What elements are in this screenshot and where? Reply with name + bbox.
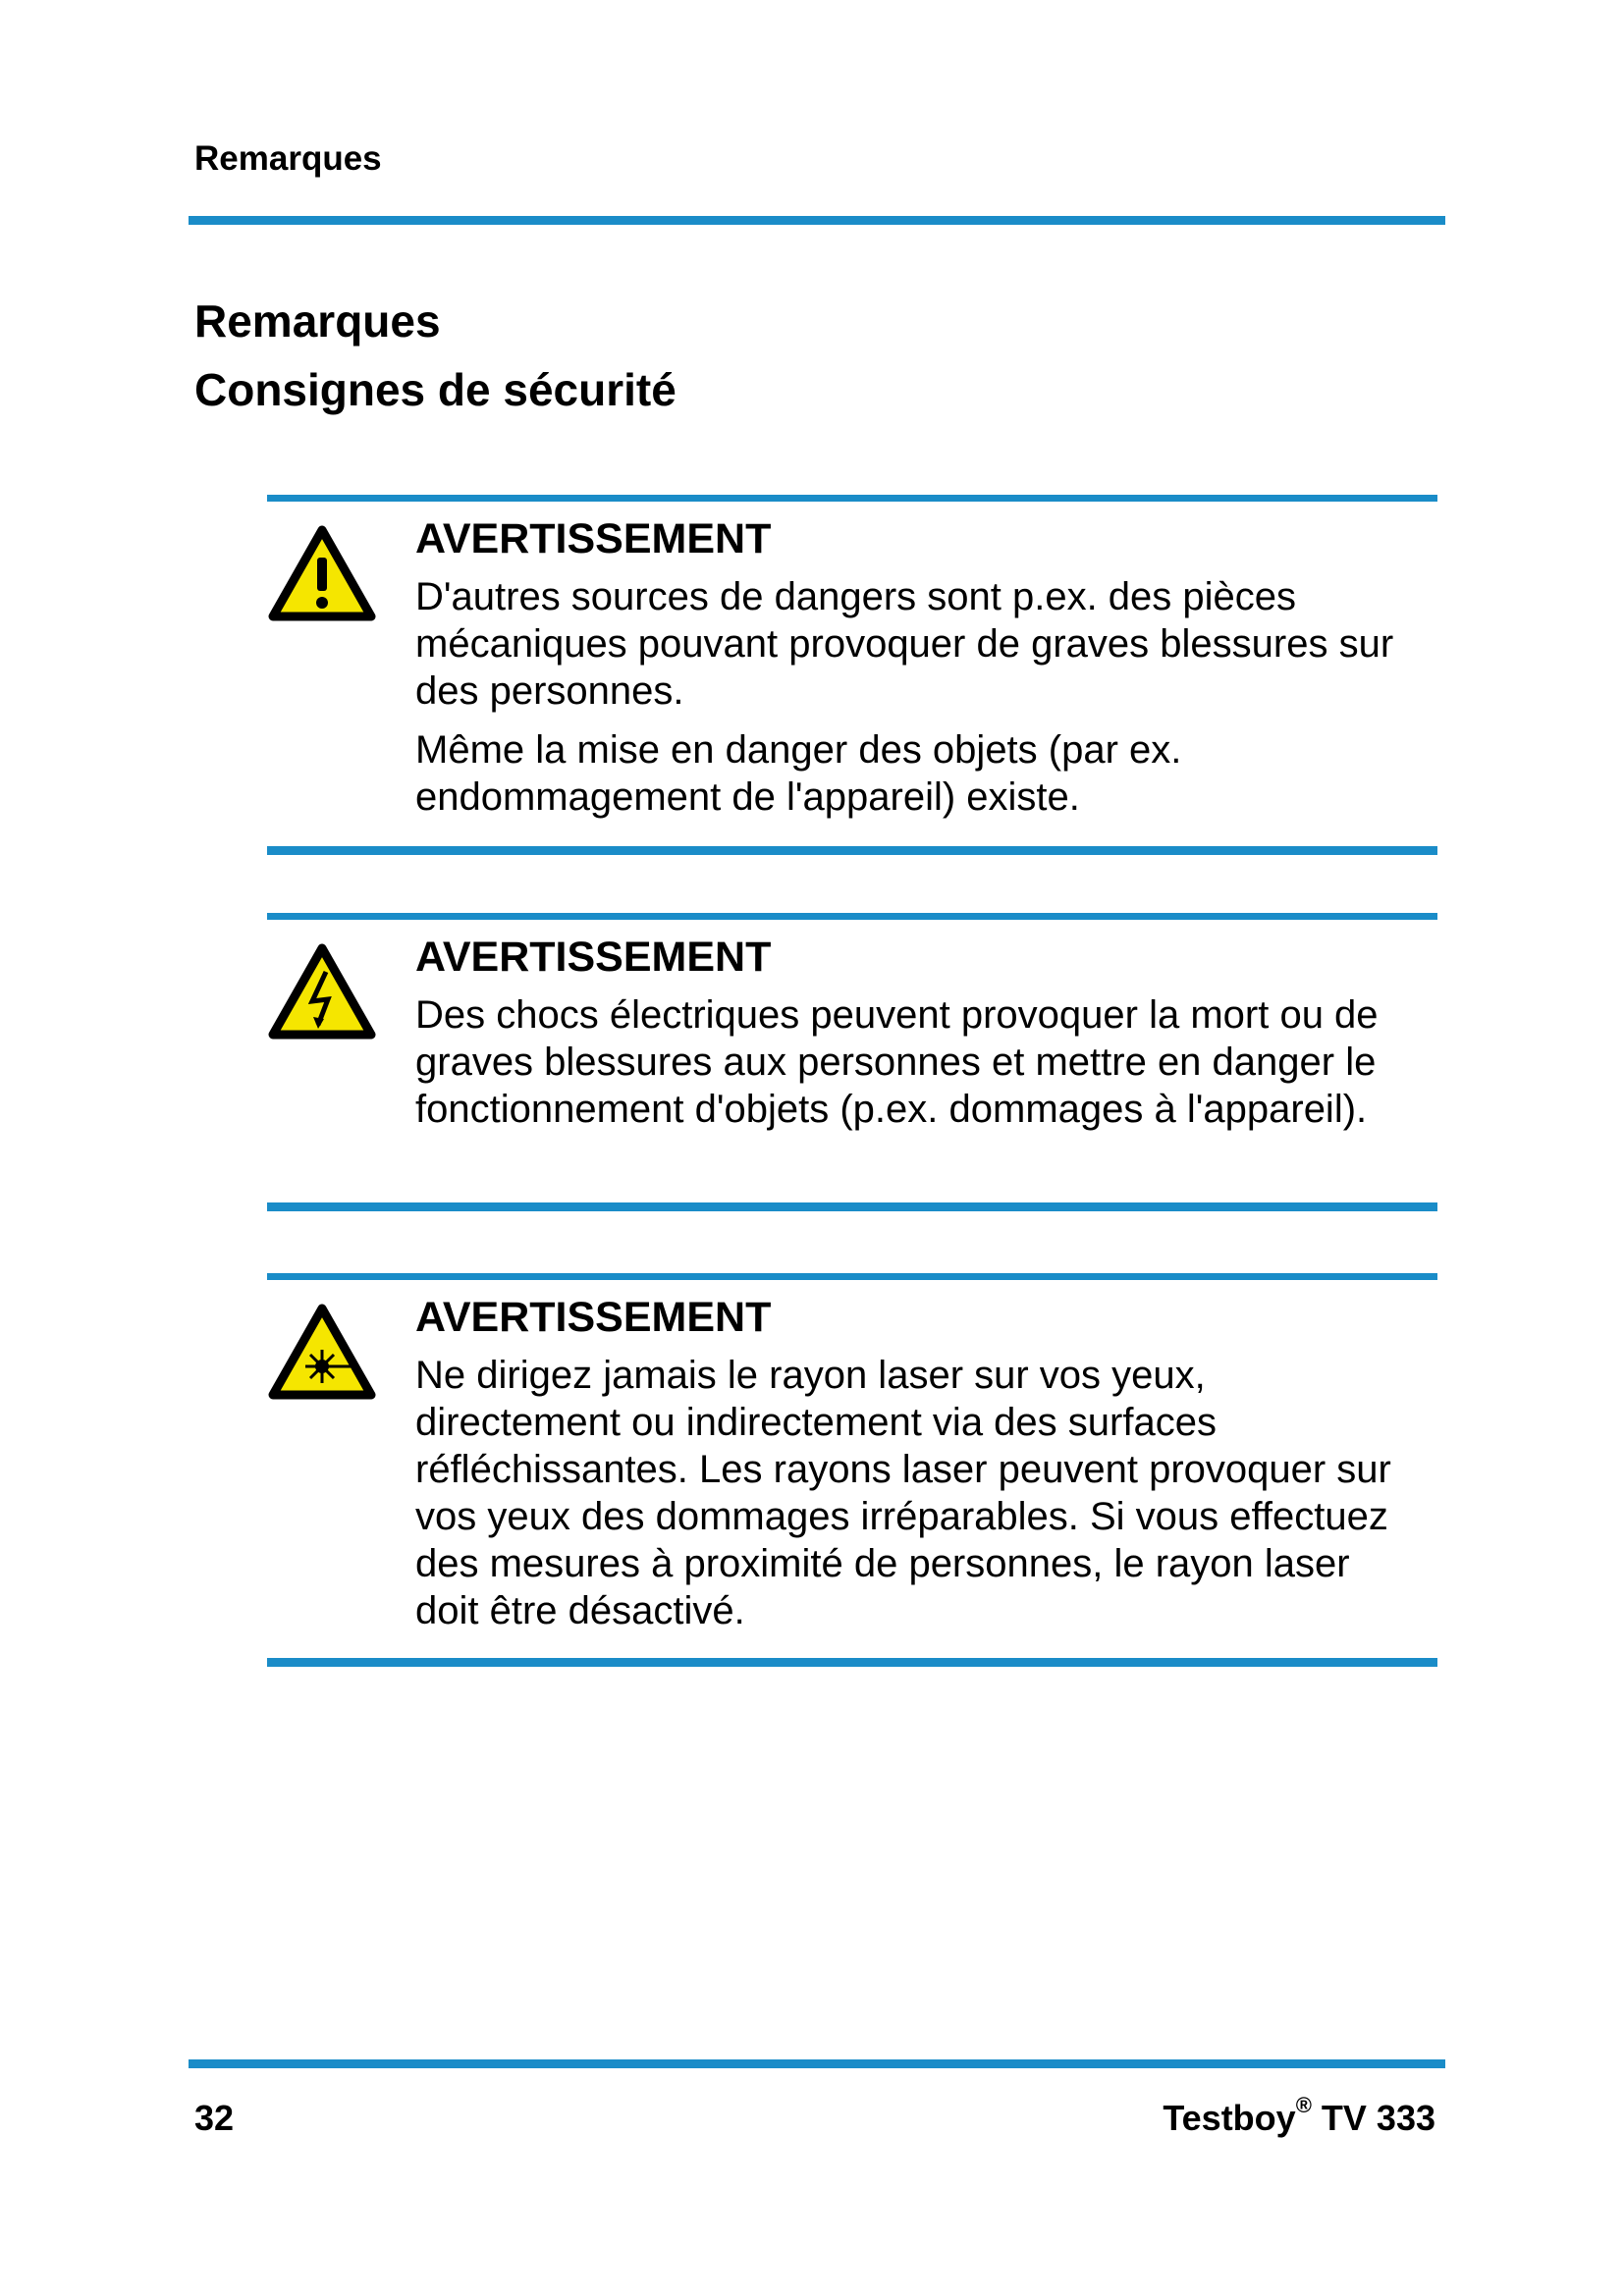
warning-bottom-rule <box>267 1658 1437 1667</box>
page-title-line-1: Remarques <box>194 295 441 347</box>
registered-mark: ® <box>1295 2093 1312 2117</box>
model-name: TV 333 <box>1321 2098 1435 2138</box>
footer-rule <box>189 2059 1445 2068</box>
warning-top-rule <box>267 1273 1437 1280</box>
warning-bottom-rule <box>267 1202 1437 1211</box>
product-name <box>1163 2093 1435 2140</box>
warning-box-mechanical <box>267 495 1437 858</box>
page-title-line-2: Consignes de sécurité <box>194 364 677 415</box>
warning-top-rule <box>267 913 1437 920</box>
warning-text: D'autres sources de dangers sont p.ex. des pièces mécaniques pouvant provoquer de graves blessures sur des personnes. <box>415 575 1394 713</box>
page-title <box>194 287 677 424</box>
running-header: Remarques <box>194 139 382 178</box>
warning-box-laser <box>267 1273 1437 1671</box>
laser-radiation-icon <box>267 1303 377 1401</box>
warning-box-electric <box>267 913 1437 1227</box>
warning-bottom-rule <box>267 846 1437 855</box>
warning-text: Ne dirigez jamais le rayon laser sur vos yeux, directement ou indirectement via des surfaces réfléchissantes. Les rayons laser peuvent provoquer sur vos yeux des dommages irréparables. Si vous effectuez des mesures à proximité de personnes, le rayon laser doit être désactivé. <box>415 1354 1391 1632</box>
warning-content <box>415 933 1407 1145</box>
warning-text: Même la mise en danger des objets (par ex. endommagement de l'appareil) existe. <box>415 728 1182 819</box>
warning-top-rule <box>267 495 1437 502</box>
warning-title: AVERTISSEMENT <box>415 1294 772 1341</box>
header-rule <box>189 216 1445 225</box>
electric-shock-icon <box>267 942 377 1041</box>
general-warning-icon <box>267 524 377 622</box>
warning-content <box>415 1293 1407 1646</box>
warning-title: AVERTISSEMENT <box>415 934 772 981</box>
page-number: 32 <box>194 2098 235 2138</box>
warning-text: Des chocs électriques peuvent provoquer la mort ou de graves blessures aux personnes et mettre en danger le fonctionnement d'objets (p.ex. dommages à l'appareil). <box>415 993 1379 1131</box>
warning-content <box>415 514 1407 832</box>
warning-title: AVERTISSEMENT <box>415 515 772 562</box>
brand-name: Testboy <box>1163 2098 1296 2138</box>
